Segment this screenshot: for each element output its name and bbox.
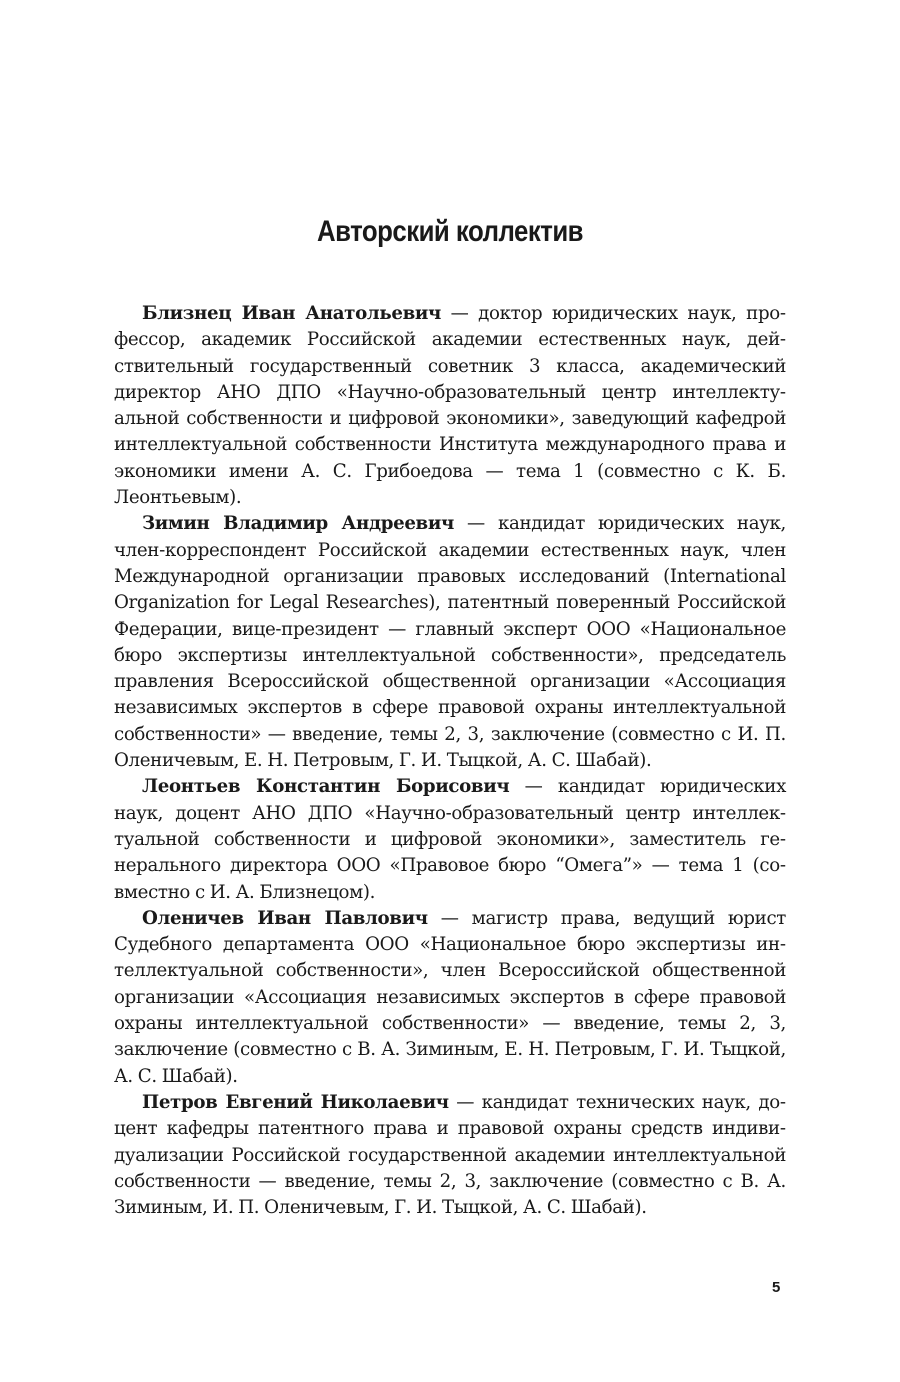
- author-description: — магистр права, ведущий юрист Судебного департамента ООО «Национальное бюро экспертизы интеллектуальной собственности», член Всероссийской общественной организации «Ассоциация независимых экспертов в сфере правовой охраны интеллектуальной собственности» — введение, темы 2, 3, заключение (совместно с В. А. Зиминым, Е. Н. Петровым, Г. И. Тыцкой, А. С. Шабай).: [114, 907, 786, 1087]
- author-description: — кандидат технических наук, доцент кафедры патентного права и правовой охраны средств индивидуализации Российской государственной академии интеллектуальной собственности — введение, темы 2, 3, заключение (совместно с В. А. Зиминым, И. П. Оленичевым, Г. И. Тыцкой, А. С. Шабай).: [114, 1091, 786, 1219]
- page-title: Авторский коллектив: [316, 215, 584, 248]
- author-description: — кандидат юридических наук, член-корреспондент Российской академии естественных наук, член Международной организации правовых исследований (International Organization for Legal Researches), патентный поверенный Российской Федерации, вице-президент — главный эксперт ООО «Национальное бюро экспертизы интеллектуальной собственности», председатель правления Всероссийской общественной организации «Ассоциация независимых экспертов в сфере правовой охраны интеллектуальной собственности» — введение, темы 2, 3, заключение (совместно с И. П. Оленичевым, Е. Н. Петровым, Г. И. Тыцкой, А. С. Шабай).: [114, 513, 786, 772]
- author-name: Леонтьев Константин Борисович: [142, 776, 510, 798]
- author-entry: [114, 906, 786, 1090]
- page-number: 5: [772, 1279, 781, 1296]
- author-entry: [114, 1090, 786, 1221]
- author-name: Зимин Владимир Андреевич: [142, 513, 454, 535]
- author-entry: [114, 301, 786, 511]
- author-entry: [114, 511, 786, 774]
- author-description: — кандидат юридических наук, доцент АНО ДПО «Научно-образовательный центр интеллектуальной собственности и цифровой экономики», заместитель генерального директора ООО «Правовое бюро “Омега”» — тема 1 (совместно с И. А. Близнецом).: [114, 776, 786, 903]
- author-description: — доктор юридических наук, профессор, академик Российской академии естественных наук, действительный государственный советник 3 класса, академический директор АНО ДПО «Научно-образовательный центр интеллектуальной собственности и цифровой экономики», заведующий кафедрой интеллектуальной собственности Института международного права и экономики имени А. С. Грибоедова — тема 1 (совместно с К. Б. Леонтьевым).: [114, 303, 786, 509]
- author-list: [114, 301, 786, 1221]
- author-name: Петров Евгений Николаевич: [142, 1091, 449, 1113]
- author-name: Близнец Иван Анатольевич: [142, 303, 441, 324]
- author-entry: [114, 774, 786, 905]
- author-name: Оленичев Иван Павлович: [142, 907, 428, 929]
